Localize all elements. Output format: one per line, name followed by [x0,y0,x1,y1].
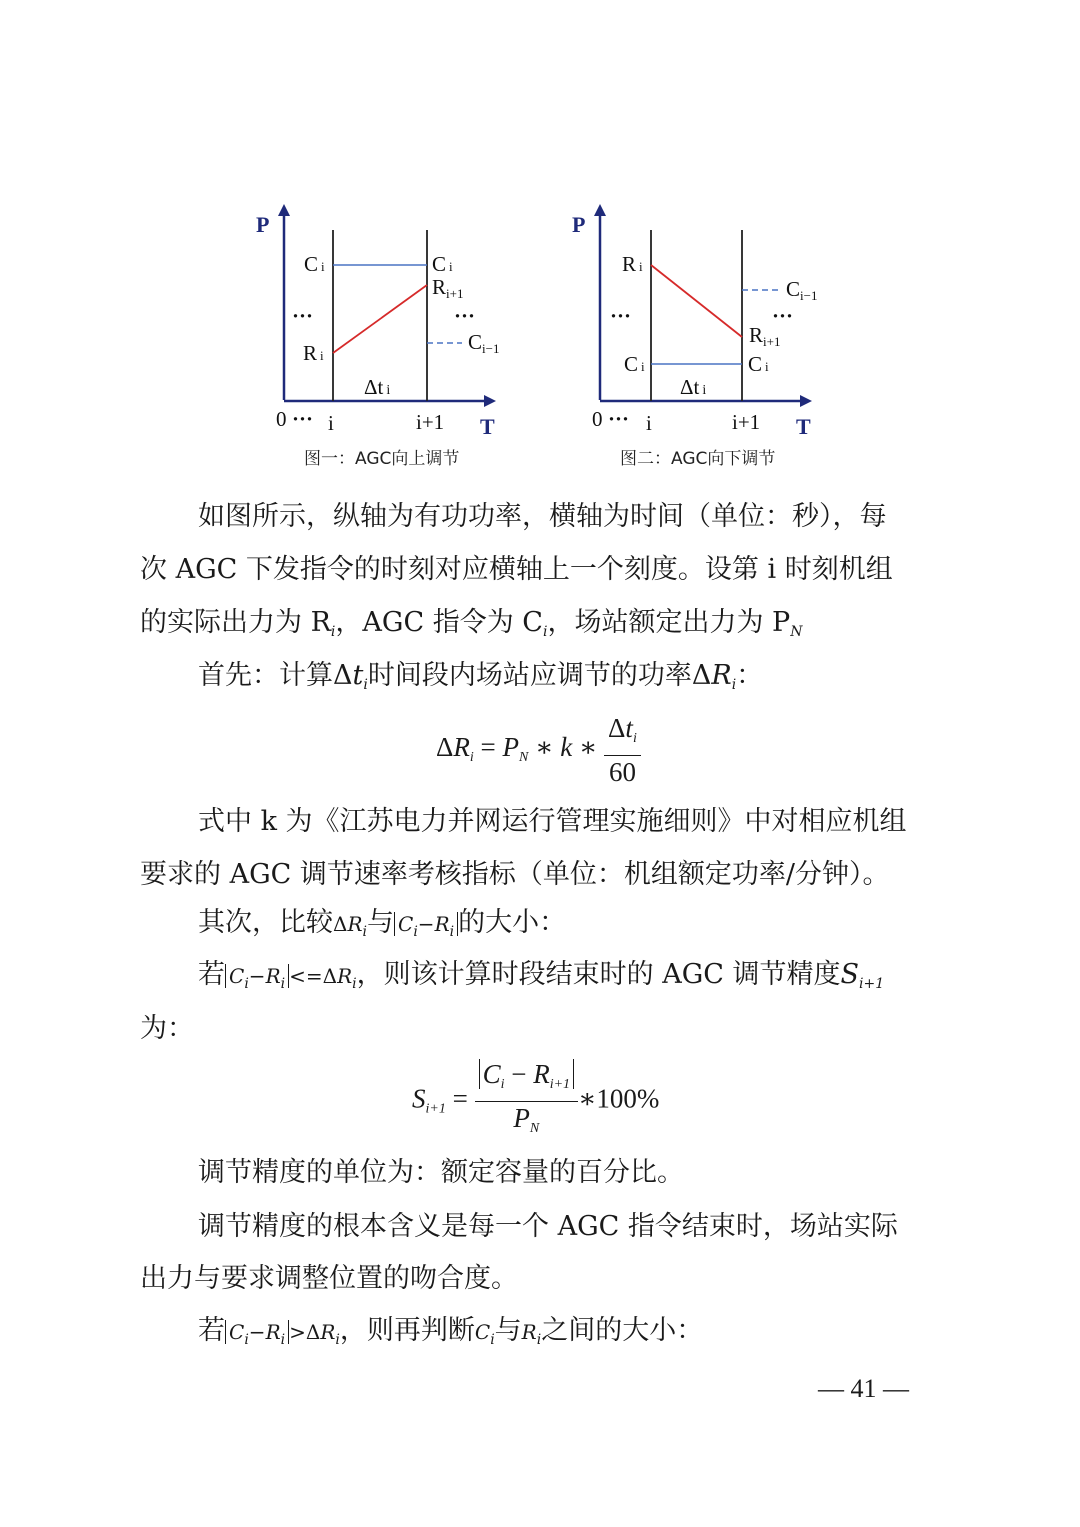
svg-text:Δti: Δt i [680,375,707,399]
svg-text:Ri+1: Ri+1 [749,323,781,349]
dots-left: ··· [610,304,632,328]
tick-i: i [646,411,652,435]
para-3-line-2: 要求的 AGC 调节速率考核指标（单位：机组额定功率/分钟）。 [140,859,890,890]
tick-i1: i+1 [416,410,445,434]
label-ci-right: C [748,352,763,376]
para-5: 若 $C_i-R_i <=\Delta R_i$，则该计算时段结束时的 AGC 调节精度$S_{i+1}$ [198,959,885,992]
label-ri-left: R [303,341,318,365]
label-cim1: C [468,330,483,354]
para-1-line-2: 次 AGC 下发指令的时刻对应横轴上一个刻度。设第 i 时刻机组 [140,554,893,585]
x-axis-arrow [484,395,496,407]
label-ri1: R [749,323,764,347]
svg-text:Δti: Δt i [364,375,391,399]
tick-zero: 0 [276,407,287,431]
dots-left: ··· [292,304,314,328]
ramp-line [651,265,742,337]
svg-text:Ri: Ri [622,252,643,276]
y-axis-arrow [278,204,290,216]
para-6: 调节精度的单位为：额定容量的百分比。 [198,1157,684,1188]
figure-caption: 图二：AGC向下调节 [620,449,776,469]
x-axis-arrow [800,395,812,407]
formula-delta-r: $\Delta R_i = P_N$ ∗ k ∗ $\frac{\Delta t_i}{60}$ [436,712,641,788]
dots-right: ··· [772,304,794,328]
para-4: 其次，比较$\Delta R_i$与 $C_i-R_i$ 的大小： [198,907,567,940]
para-3-line-1: 式中 k 为《江苏电力并网运行管理实施细则》中对相应机组 [198,806,907,837]
label-ci-left: C [624,352,639,376]
label-ri-left: R [622,252,637,276]
para-2: 首先：计算$\Delta t_i$时间段内场站应调节的功率$\Delta R_i$： [198,660,764,693]
axis-label-t: T [796,414,811,439]
label-cim1: C [786,277,801,301]
para-1-line-3: 的实际出力为 $R_i$，AGC 指令为 $C_i$，场站额定出力为 $P_N$ [140,607,803,640]
svg-text:Ci: Ci [624,352,645,376]
svg-text:Ci−1: Ci−1 [786,277,818,303]
label-ci-left: C [304,252,319,276]
svg-text:Ci−1: Ci−1 [468,330,500,356]
svg-text:Ci: Ci [748,352,769,376]
para-7-line-2: 出力与要求调整位置的吻合度。 [140,1263,518,1294]
formula-s: $S_{i+1}$ = $\frac{C_i - R_{i+1}}{P_N}$ ∗100% [412,1059,660,1136]
label-ri1: R [432,275,447,299]
axis-label-t: T [480,414,495,439]
para-8: 若 $C_i-R_i >\Delta R_i$，则再判断$C_i$与$R_i$之间的大小： [198,1315,704,1348]
axis-label-p: P [572,212,586,237]
page-number: — 41 — [818,1374,909,1403]
svg-text:Ri+1: Ri+1 [432,275,464,301]
figure-caption: 图一：AGC向上调节 [304,449,460,469]
label-ci-right: C [432,252,447,276]
tick-i1: i+1 [732,410,761,434]
svg-text:Ci: Ci [432,252,453,276]
svg-text:Ri: Ri [303,341,324,365]
tick-dots: ··· [292,407,314,431]
para-1-line-1: 如图所示，纵轴为有功功率，横轴为时间（单位：秒），每 [198,501,887,532]
para-7-line-1: 调节精度的根本含义是每一个 AGC 指令结束时，场站实际 [198,1211,898,1242]
delta-t-label: Δt [364,375,384,399]
y-axis-arrow [594,204,606,216]
ramp-line [333,285,427,353]
tick-zero: 0 [592,407,603,431]
figure-agc-down [556,200,836,475]
dots-right: ··· [454,304,476,328]
figure-agc-up [240,200,520,475]
para-5-line-2: 为： [140,1013,194,1044]
tick-dots: ··· [608,407,630,431]
axis-label-p: P [256,212,270,237]
tick-i: i [328,411,334,435]
svg-text:Ci: Ci [304,252,325,276]
delta-t-label: Δt [680,375,700,399]
